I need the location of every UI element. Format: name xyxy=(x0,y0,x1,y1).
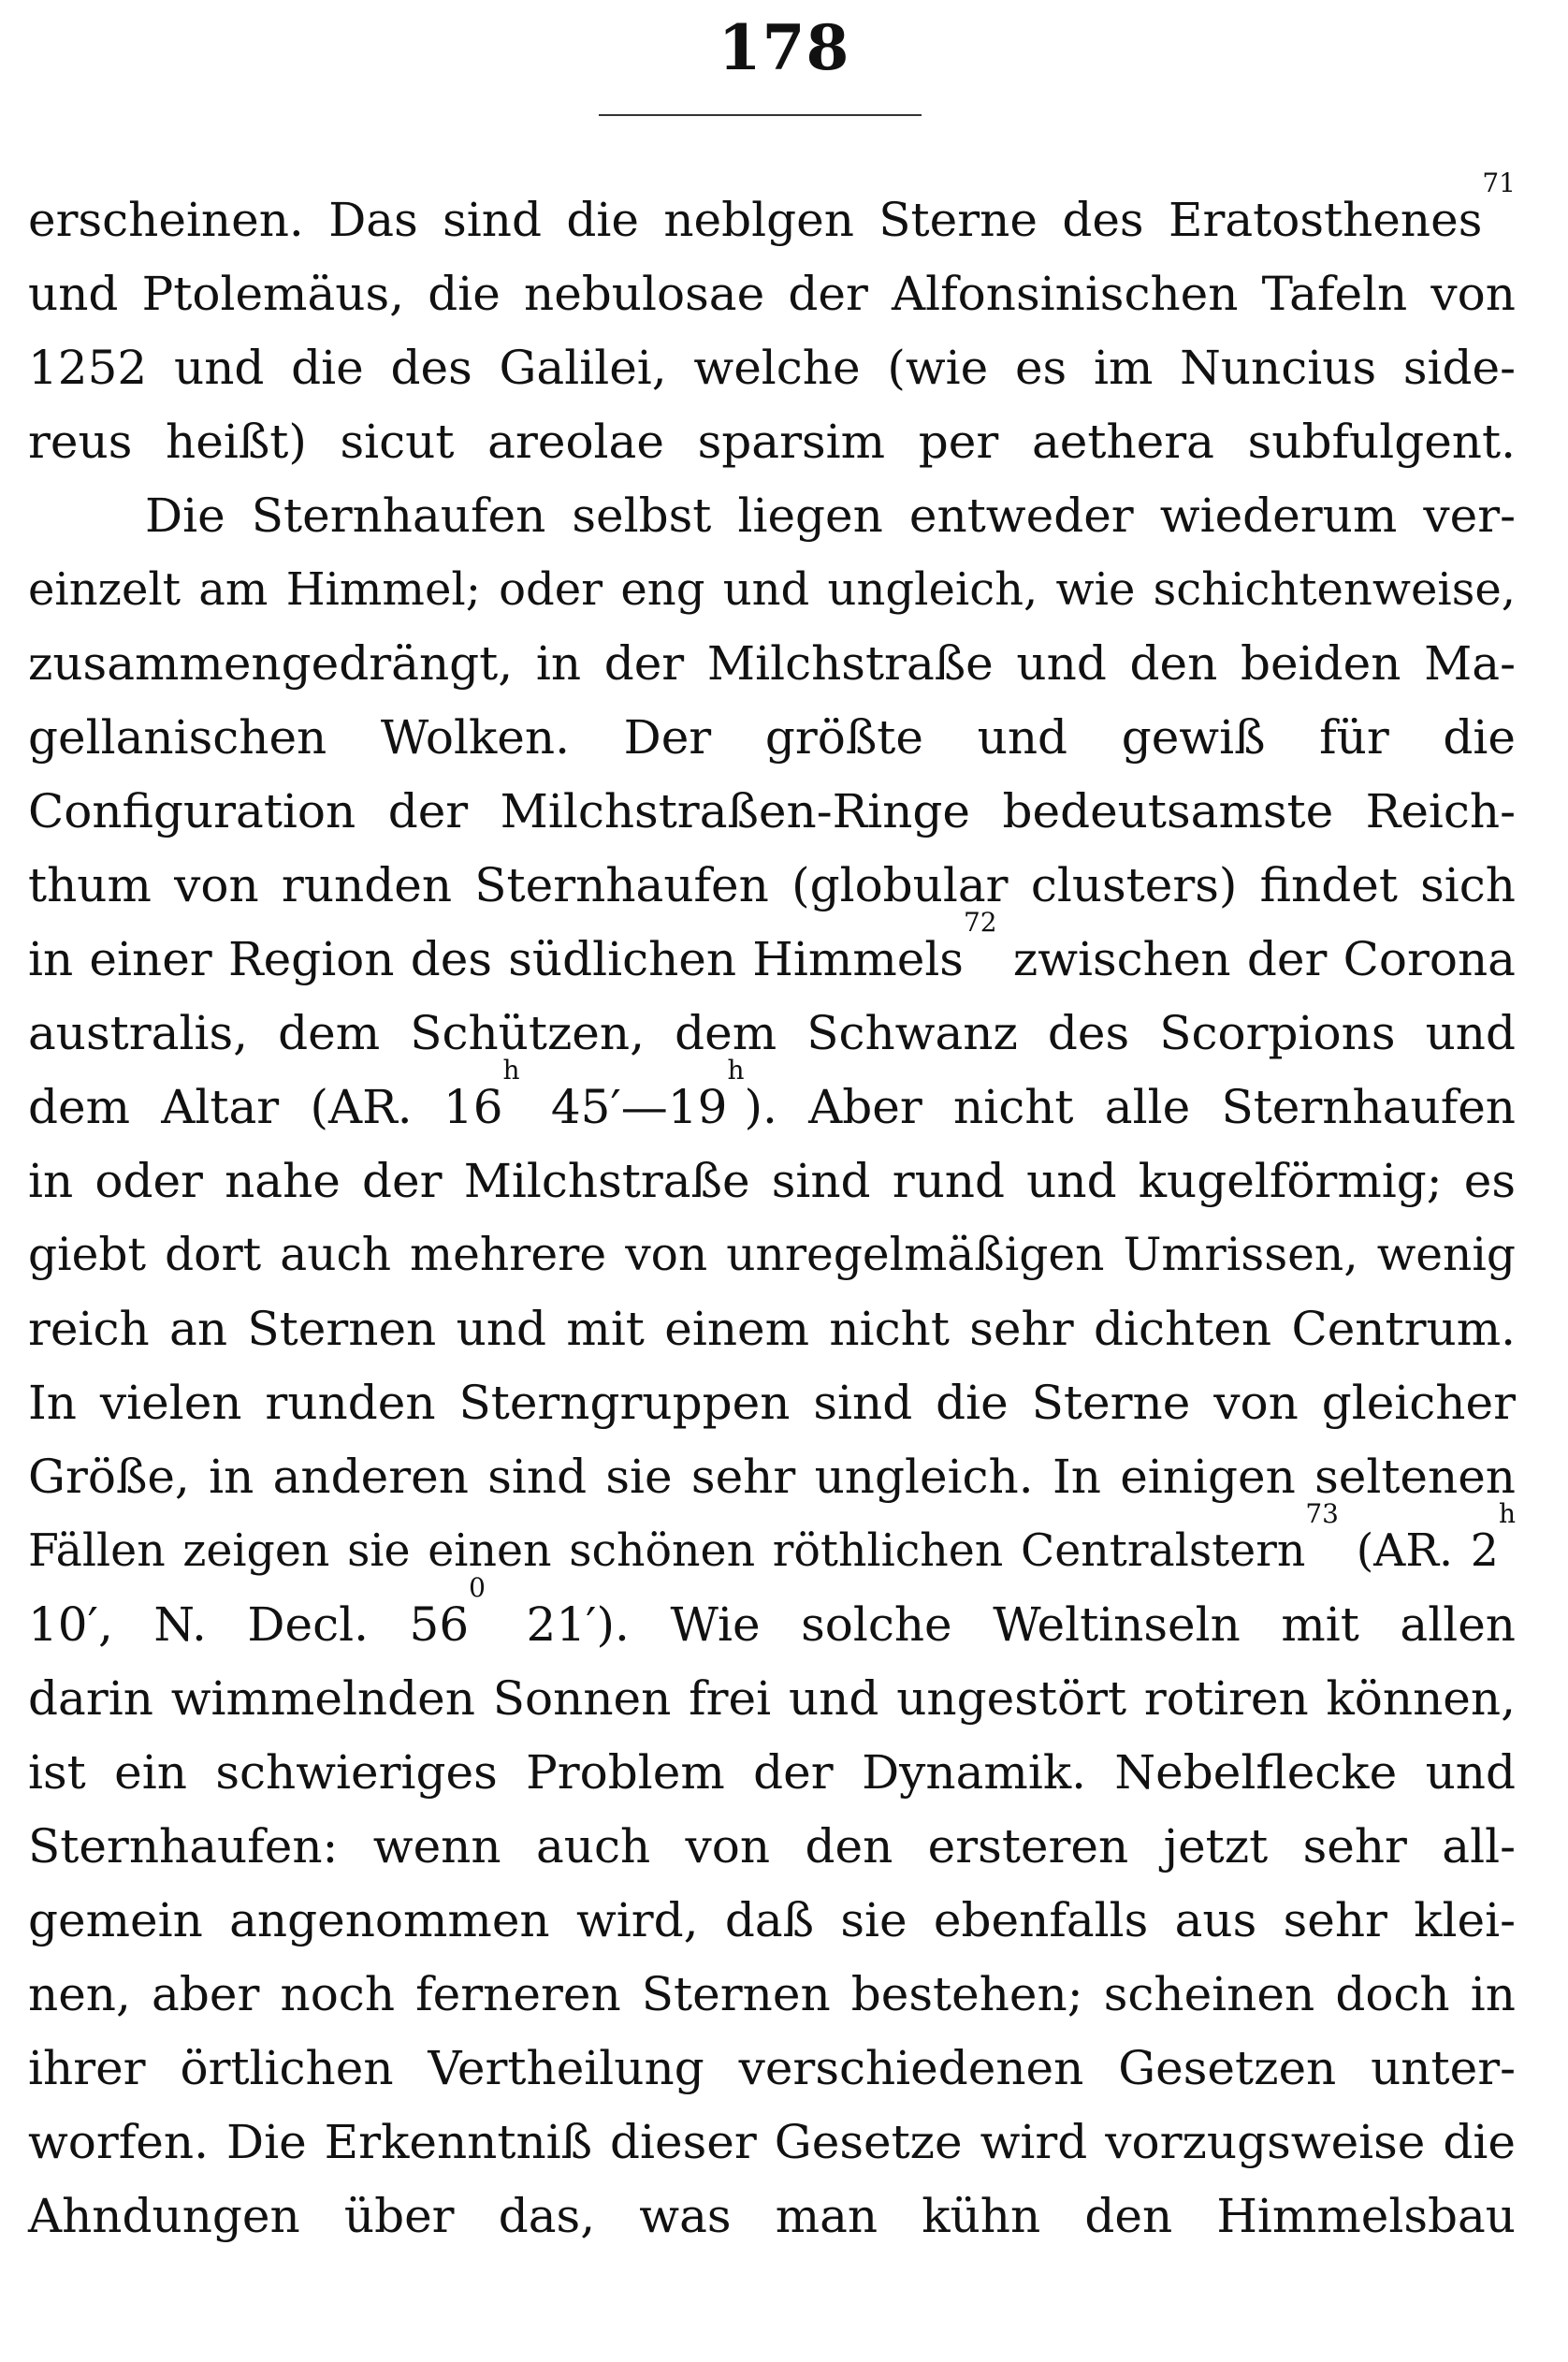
superscript: 0 xyxy=(469,1572,486,1603)
footnote-ref: 71 xyxy=(1482,168,1516,198)
text-line: In vielen runden Sterngruppen sind die Sterne von gleicher xyxy=(28,1376,1516,1430)
text-line: 10′, N. Decl. $56^0$ 21′). Wie solche Weltinseln mit allen xyxy=(28,1572,1516,1652)
footnote-ref: 72 xyxy=(963,907,997,938)
text-line: in oder nahe der Milchstraße sind rund und kugelförmig; es xyxy=(28,1154,1516,1208)
text-line: gellanischen Wolken. Der größte und gewiß für die xyxy=(28,710,1516,765)
text-line: und Ptolemäus, die nebulosae der Alfonsinischen Tafeln von xyxy=(28,267,1516,321)
text-line: in einer Region des südlichen Himmels$^{72}$ zwischen der Corona xyxy=(28,907,1516,986)
superscript: h xyxy=(502,1055,520,1086)
text-line: reus heißt) sicut areolae sparsim per aethera subfulgent. xyxy=(28,415,1516,469)
text-line: reich an Sternen und mit einem nicht sehr dichten Centrum. xyxy=(28,1302,1516,1356)
header-rule xyxy=(599,114,922,116)
text-line: erscheinen. Das sind die neblgen Sterne des Eratosthenes$^{71}$ xyxy=(28,168,1516,247)
text-line: ist ein schwieriges Problem der Dynamik. Nebelflecke und xyxy=(28,1745,1516,1800)
text-line: Die Sternhaufen selbst liegen entweder wiederum ver- xyxy=(145,488,1516,543)
text-line: worfen. Die Erkenntniß dieser Gesetze wird vorzugsweise die xyxy=(28,2115,1516,2169)
text-line: darin wimmelnden Sonnen frei und ungestört rotiren können, xyxy=(28,1671,1516,1726)
text-line: giebt dort auch mehrere von unregelmäßigen Umrissen, wenig xyxy=(28,1229,1516,1281)
body-text xyxy=(28,168,1516,2253)
text-line: australis, dem Schützen, dem Schwanz des Scorpions und xyxy=(28,1006,1516,1060)
text-line: einzelt am Himmel; oder eng und ungleich, wie schichtenweise, xyxy=(28,563,1516,616)
text-line: Sternhaufen: wenn auch von den ersteren jetzt sehr all- xyxy=(28,1819,1516,1874)
text-line: thum von runden Sternhaufen (globular clusters) findet sich xyxy=(28,858,1516,912)
text-line: Fällen zeigen sie einen schönen röthlichen Centralstern$^{73}$ (AR. 2$^h$ xyxy=(28,1498,1516,1577)
footnote-ref: 73 xyxy=(1305,1498,1339,1529)
superscript: h xyxy=(727,1055,745,1086)
text-line: gemein angenommen wird, daß sie ebenfalls aus sehr klei- xyxy=(28,1893,1516,1947)
page-number: 178 xyxy=(718,11,850,84)
superscript: h xyxy=(1498,1498,1516,1529)
text-line: nen, aber noch ferneren Sternen bestehen; scheinen doch in xyxy=(28,1967,1516,2021)
text-line: Ahndungen über das, was man kühn den Himmelsbau xyxy=(28,2189,1516,2243)
text-line: Größe, in anderen sind sie sehr ungleich. In einigen seltenen xyxy=(28,1450,1516,1504)
text-line: ihrer örtlichen Vertheilung verschiedenen Gesetzen unter- xyxy=(28,2041,1516,2095)
text-line: 1252 und die des Galilei, welche (wie es im Nuncius side- xyxy=(28,341,1516,395)
text-line: zusammengedrängt, in der Milchstraße und den beiden Ma- xyxy=(28,636,1516,691)
text-line: dem Altar (AR. 16$^h$ 45′—19$^h$). Aber nicht alle Sternhaufen xyxy=(28,1055,1516,1134)
text-line: Configuration der Milchstraßen-Ringe bedeutsamste Reich- xyxy=(28,784,1516,838)
